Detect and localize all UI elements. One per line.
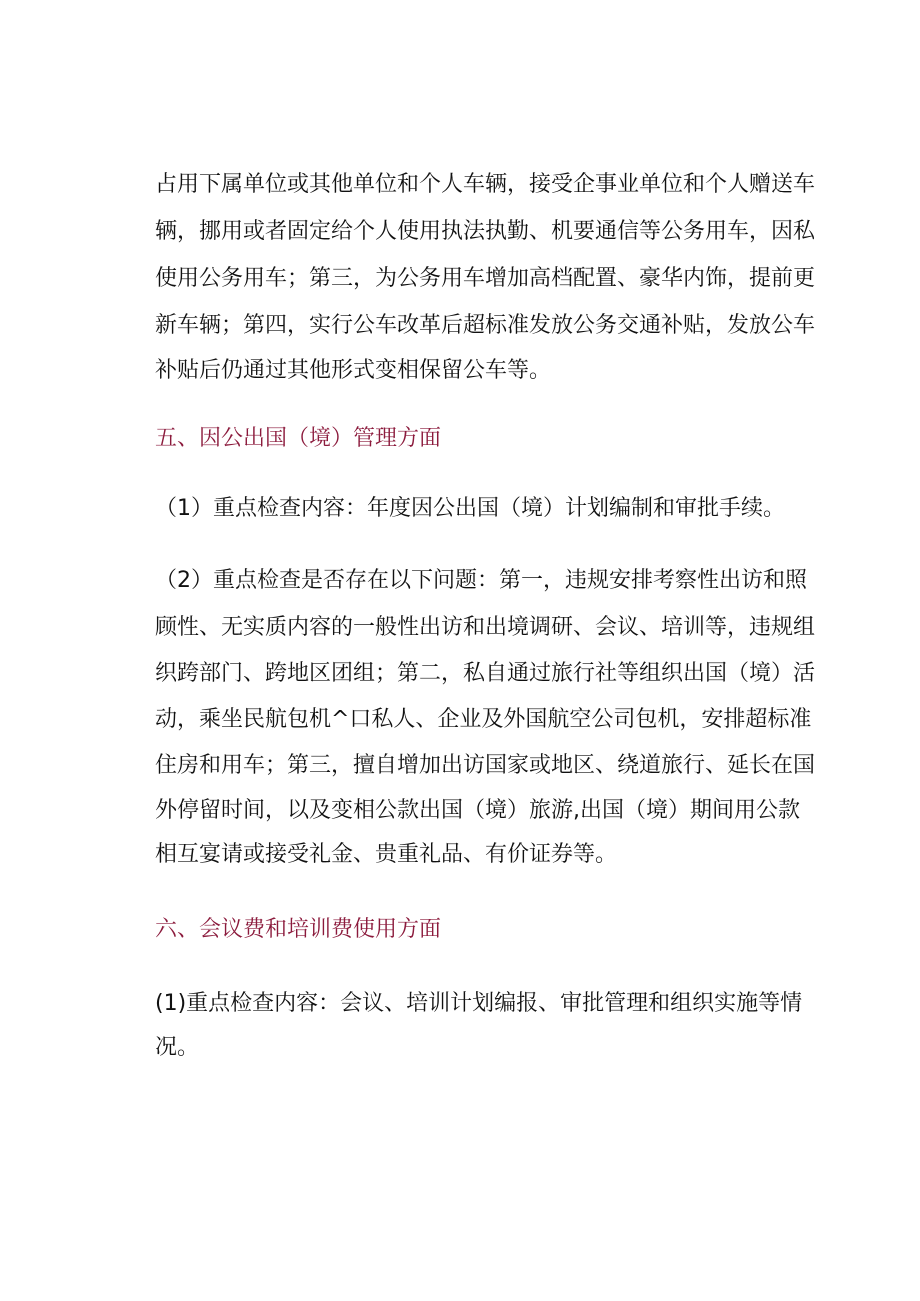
paragraph-line: 动，乘坐民航包机^口私人、企业及外国航空公司包机，安排超标准 bbox=[155, 707, 812, 732]
paragraph-line: 使用公务用车；第三，为公务用车增加高档配置、豪华内饰，提前更 bbox=[155, 266, 816, 291]
paragraph-line: 新车辆；第四，实行公车改革后超标准发放公务交通补贴，发放公车 bbox=[155, 313, 816, 338]
paragraph-line: 辆，挪用或者固定给个人使用执法执勤、机要通信等公务用车，因私 bbox=[155, 219, 816, 244]
paragraph-line: （1）重点检查内容：年度因公出国（境）计划编制和审批手续。 bbox=[155, 496, 785, 521]
paragraph-line: 相互宴请或接受礼金、贵重礼品、有价证券等。 bbox=[155, 842, 618, 867]
paragraph-line: 住房和用车；第三，擅自增加出访国家或地区、绕道旅行、延长在国 bbox=[155, 753, 816, 778]
paragraph-line: (1)重点检查内容：会议、培训计划编报、审批管理和组织实施等情 bbox=[155, 991, 803, 1016]
paragraph-line: 顾性、无实质内容的一般性出访和出境调研、会议、培训等，违规组 bbox=[155, 615, 816, 640]
paragraph-line: （2）重点检查是否存在以下问题：第一，违规安排考察性出访和照 bbox=[155, 568, 807, 593]
paragraph-line: 外停留时间，以及变相公款出国（境）旅游,出国（境）期间用公款 bbox=[155, 798, 800, 823]
section-heading-5: 五、因公出国（境）管理方面 bbox=[155, 426, 442, 451]
paragraph-line: 占用下属单位或其他单位和个人车辆，接受企事业单位和个人赠送车 bbox=[155, 172, 816, 197]
section-heading-6: 六、会议费和培训费使用方面 bbox=[155, 917, 442, 942]
paragraph-line: 织跨部门、跨地区团组；第二，私自通过旅行社等组织出国（境）活 bbox=[155, 661, 816, 686]
paragraph-line: 况。 bbox=[155, 1035, 200, 1060]
paragraph-line: 补贴后仍通过其他形式变相保留公车等。 bbox=[155, 358, 552, 383]
